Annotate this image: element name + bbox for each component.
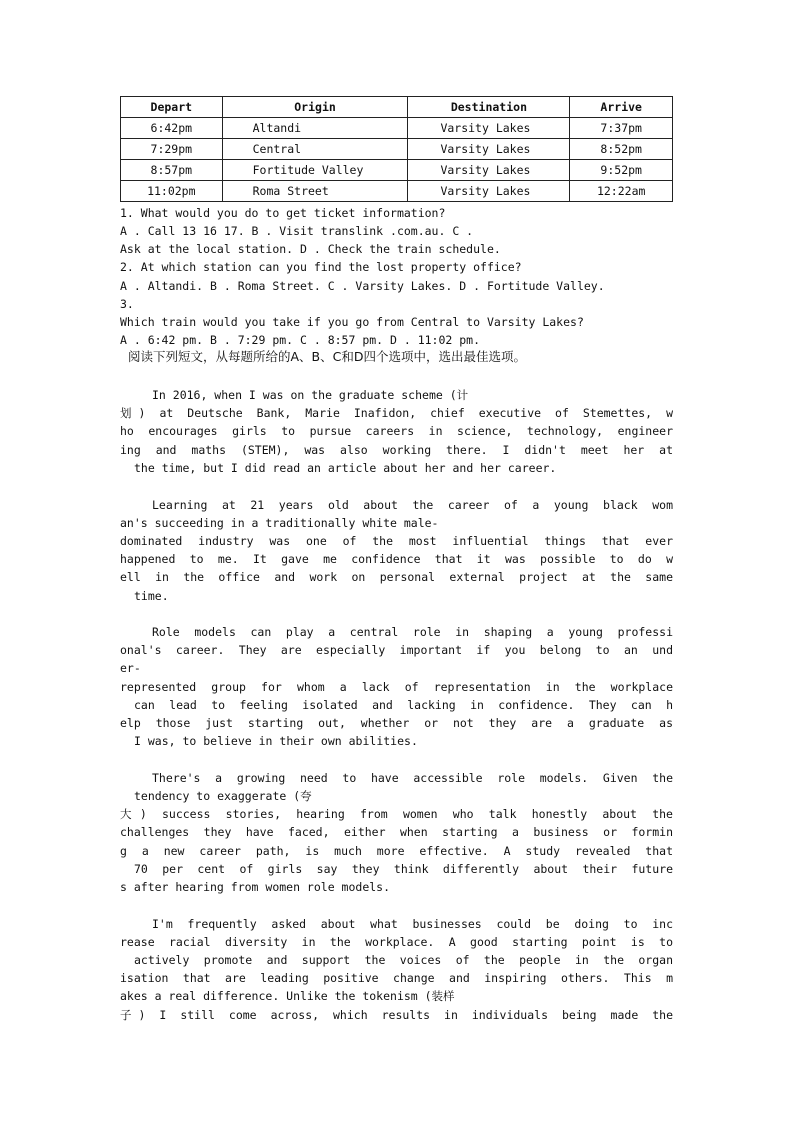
cell-destination: Varsity Lakes (408, 181, 570, 202)
passage-line: Role models can play a central role in shaping a young professi (152, 625, 673, 639)
passage-line: represented group for whom a lack of representation in the workplace (120, 680, 673, 694)
passage-line: There's a growing need to have accessible role models. Given the (152, 771, 673, 785)
passage-line: elp those just starting out, whether or not they are a graduate as (120, 716, 673, 730)
train-schedule-table (120, 96, 673, 202)
cell-depart: 7:29pm (121, 139, 223, 160)
cell-destination: Varsity Lakes (408, 160, 570, 181)
cell-arrive: 12:22am (570, 181, 673, 202)
passage-line: ho encourages girls to pursue careers in science, technology, engineer (120, 424, 673, 438)
passage-line: 子) I still come across, which results in individuals being made the (120, 1008, 673, 1022)
passage-line: 大) success stories, hearing from women who talk honestly about the (120, 807, 673, 821)
passage-line: happened to me. It gave me confidence that it was possible to do w (120, 552, 673, 566)
header-destination: Destination (408, 97, 570, 118)
passage-line: actively promote and support the voices of the people in the organ (134, 953, 673, 967)
question-2-text: 2. At which station can you find the lost property office? (120, 260, 522, 274)
cell-arrive: 9:52pm (570, 160, 673, 181)
table-row (121, 181, 673, 202)
question-3-number: 3. (120, 297, 134, 311)
cell-depart: 8:57pm (121, 160, 223, 181)
passage-line: can lead to feeling isolated and lacking in confidence. They can h (134, 698, 673, 712)
passage-line: g a new career path, is much more effective. A study revealed that (120, 844, 673, 858)
passage-line: 70 per cent of girls say they think differently about their future (134, 862, 673, 876)
passage-line: ell in the office and work on personal external project at the same (120, 570, 673, 584)
passage-line: challenges they have faced, either when starting a business or formin (120, 825, 673, 839)
passage-line: akes a real difference. Unlike the tokenism (装样 (120, 989, 455, 1003)
passage-line: s after hearing from women role models. (120, 880, 391, 894)
cell-depart: 6:42pm (121, 118, 223, 139)
passage-line: er- (120, 661, 141, 675)
passage-line: dominated industry was one of the most influential things that ever (120, 534, 673, 548)
cell-origin: Roma Street (222, 181, 408, 202)
reading-instruction: 阅读下列短文，从每题所给的A、B、C和D四个选项中，选出最佳选项。 (128, 349, 526, 364)
question-3-text: Which train would you take if you go from Central to Varsity Lakes? (120, 315, 584, 329)
cell-depart: 11:02pm (121, 181, 223, 202)
passage-line: rease racial diversity in the workplace. A good starting point is to (120, 935, 673, 949)
passage-line: tendency to exaggerate (夸 (134, 789, 312, 803)
passage-line: I was, to believe in their own abilities. (134, 734, 418, 748)
table-row (121, 160, 673, 181)
passage-line: onal's career. They are especially important if you belong to an und (120, 643, 673, 657)
table-row (121, 139, 673, 160)
cell-origin: Altandi (222, 118, 408, 139)
passage-line: the time, but I did read an article about her and her career. (134, 461, 557, 475)
passage-line: In 2016, when I was on the graduate scheme (计 (152, 388, 469, 402)
table-header-row (121, 97, 673, 118)
question-2-options: A . Altandi. B . Roma Street. C . Varsity Lakes. D . Fortitude Valley. (120, 279, 605, 293)
question-1-options: A . Call 13 16 17. B . Visit translink .com.au. C . (120, 224, 474, 238)
passage-line: ing and maths (STEM), was also working there. I didn't meet her at (120, 443, 673, 457)
passage-line: an's succeeding in a traditionally white male- (120, 516, 439, 530)
cell-origin: Central (222, 139, 408, 160)
passage-line: time. (134, 589, 169, 603)
table-row (121, 118, 673, 139)
passage-line: Learning at 21 years old about the career of a young black wom (152, 498, 673, 512)
question-1-text: 1. What would you do to get ticket information? (120, 206, 446, 220)
header-arrive: Arrive (570, 97, 673, 118)
cell-origin: Fortitude Valley (222, 160, 408, 181)
cell-destination: Varsity Lakes (408, 139, 570, 160)
passage-line: I'm frequently asked about what businesses could be doing to inc (152, 917, 673, 931)
question-3-options: A . 6:42 pm. B . 7:29 pm. C . 8:57 pm. D . 11:02 pm. (120, 333, 481, 347)
header-depart: Depart (121, 97, 223, 118)
passage-line: isation that are leading positive change and inspiring others. This m (120, 971, 673, 985)
question-1-options-cont: Ask at the local station. D . Check the train schedule. (120, 242, 501, 256)
cell-arrive: 7:37pm (570, 118, 673, 139)
cell-destination: Varsity Lakes (408, 118, 570, 139)
passage-line: 划) at Deutsche Bank, Marie Inafidon, chief executive of Stemettes, w (120, 406, 673, 420)
cell-arrive: 8:52pm (570, 139, 673, 160)
header-origin: Origin (222, 97, 408, 118)
